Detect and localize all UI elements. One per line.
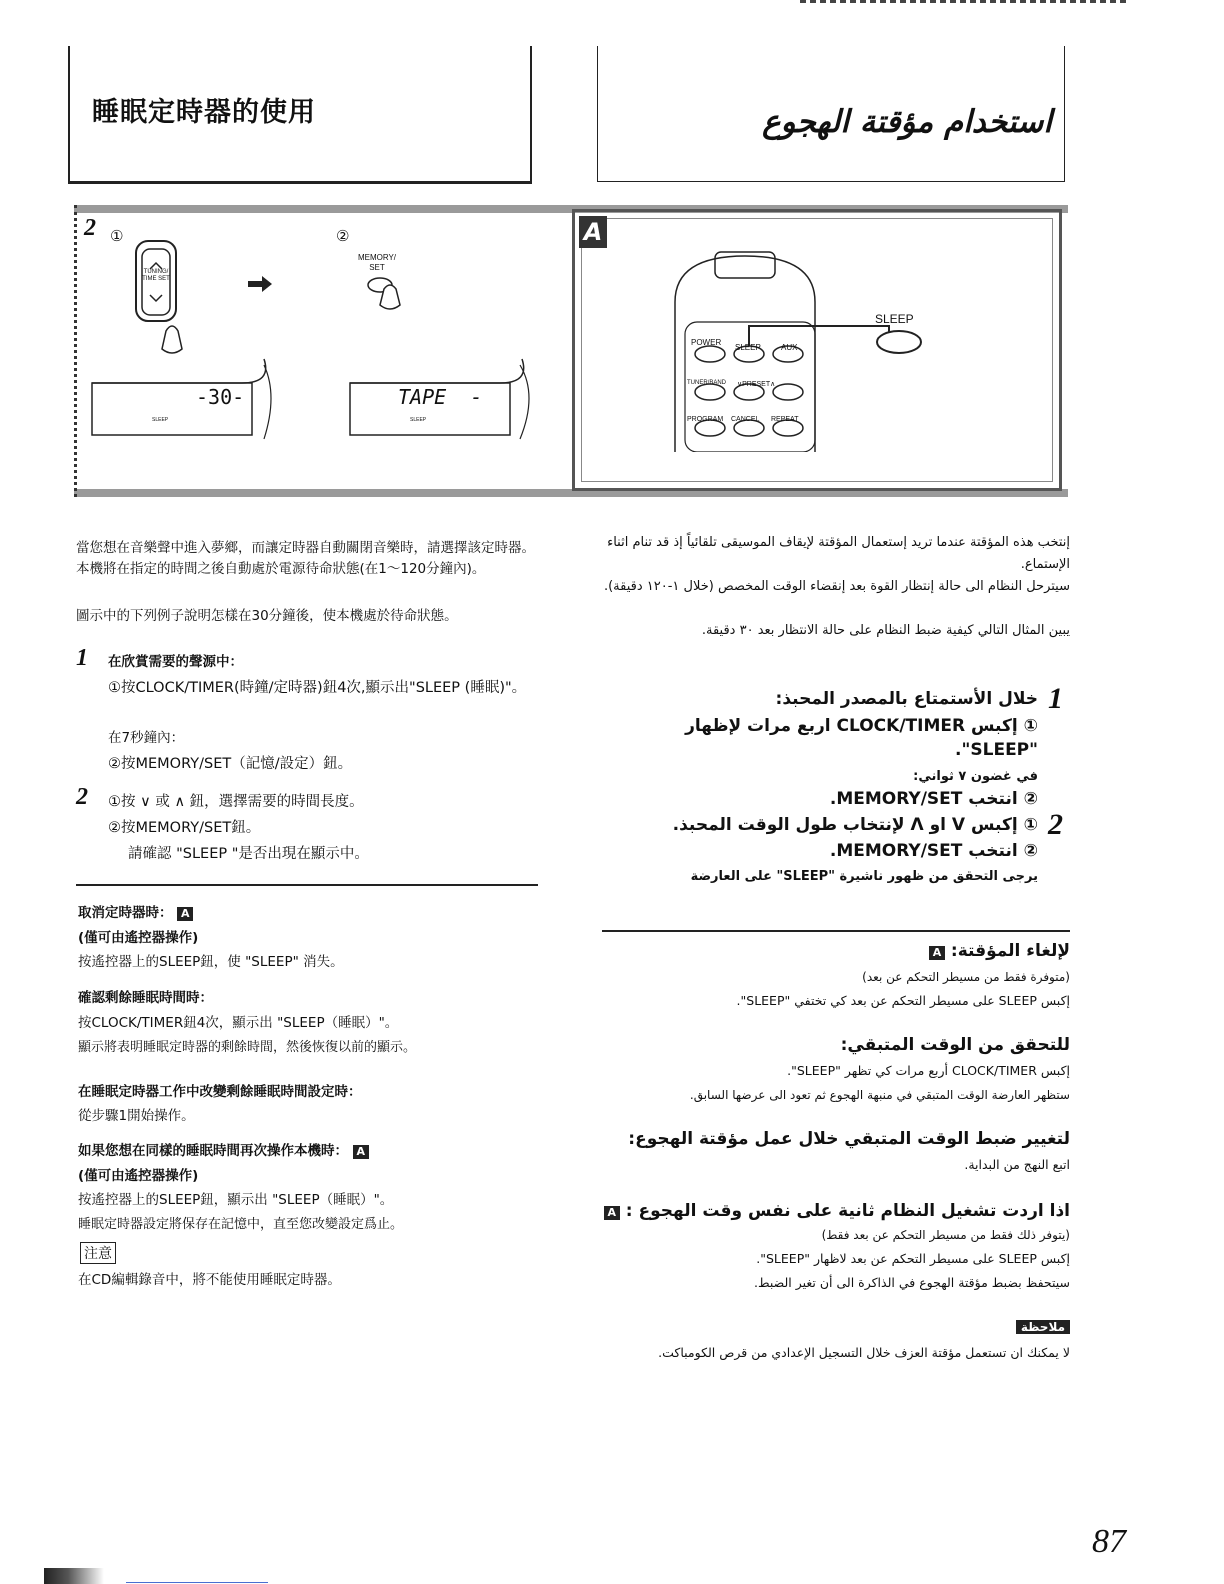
footer-line bbox=[126, 1582, 268, 1583]
ar-divider bbox=[602, 930, 1070, 932]
zh-repeat-heading bbox=[78, 1141, 538, 1162]
display2-sleep-indicator: SLEEP bbox=[410, 417, 427, 423]
display-illustrations bbox=[88, 355, 558, 445]
display1-readout: -30- bbox=[196, 385, 245, 409]
page-number: 87 bbox=[1092, 1523, 1126, 1560]
ar-remain-title: للتحقق من الوقت المتبقي: bbox=[840, 1035, 1070, 1055]
ar-note-text: لا يمكنك ان تستعمل مؤقتة العزف خلال التسجيل الإعدادي من قرص الكومباكت. bbox=[658, 1345, 1070, 1360]
ar-cancel-title: لإلغاء المؤقتة: bbox=[950, 941, 1070, 961]
page-title-chinese: 睡眠定時器的使用 bbox=[92, 97, 316, 128]
zh-step-2-a: ①按 ∨ 或 ∧ 鈕，選擇需要的時間長度。 bbox=[108, 794, 364, 810]
ar-step-2-a: ① إكبس V او Λ لإنتخاب طول الوقت المحبذ. bbox=[672, 815, 1038, 835]
remote-btn-sleep: SLEEP bbox=[735, 343, 761, 352]
zh-note-text: 在CD編輯錄音中，將不能使用睡眠定時器。 bbox=[78, 1272, 341, 1288]
title-box-chinese bbox=[68, 46, 532, 184]
page-title-arabic: استخدام مؤقتة الهجوع bbox=[762, 104, 1052, 140]
zh-step-1-a: ①按CLOCK/TIMER(時鐘/定時器)鈕4次,顯示出"SLEEP (睡眠)"。 bbox=[108, 680, 527, 696]
ar-repeat-sub: (يتوفر ذلك فقط من مسيطر التحكم عن بعد فقط) bbox=[821, 1228, 1070, 1242]
ar-intro-2: سيترحل النظام الى حالة إنتظار القوة بعد إنقضاء الوقت المخصص (خلال ١-١٢٠ دقيقة). bbox=[603, 579, 1070, 594]
ar-step-1-b: في غضون ٧ ثواني: bbox=[913, 769, 1038, 784]
zh-repeat-text-1: 按遙控器上的SLEEP鈕，顯示出 "SLEEP（睡眠）"。 bbox=[78, 1192, 394, 1208]
zh-repeat-a-icon: A bbox=[353, 1145, 369, 1159]
zh-repeat-sub: (僅可由遙控器操作) bbox=[78, 1168, 199, 1184]
remote-btn-power: POWER bbox=[691, 338, 722, 347]
zh-cancel-title: 取消定時器時： bbox=[78, 905, 173, 921]
ar-step-1-c: ② انتخب MEMORY/SET. bbox=[829, 789, 1038, 809]
figure-circled-1: ① bbox=[110, 227, 124, 245]
zh-intro-1: 當您想在音樂聲中進入夢鄉，而讓定時器自動關閉音樂時，請選擇該定時器。本機將在指定的時間之後自動處於電源待命狀態(在1～120分鐘內)。 bbox=[76, 540, 535, 577]
remote-btn-program: PROGRAM bbox=[687, 416, 724, 423]
tuning-button-label: TUNING/ TIME SET bbox=[142, 269, 170, 282]
ar-remain-text-2: ستظهر العارضة الوقت المتبقي في منبهة الهجوع ثم تعود الى عرضها السابق. bbox=[689, 1088, 1070, 1102]
memory-set-label: MEMORY/ SET bbox=[357, 253, 397, 272]
ar-step-1-a: ① إكبس CLOCK/TIMER اربع مرات لإظهار "SLEEP". bbox=[685, 716, 1038, 760]
title-box-arabic bbox=[597, 46, 1065, 182]
zh-remain-text-2: 顯示將表明睡眠定時器的剩餘時間，然後恢復以前的顯示。 bbox=[78, 1040, 417, 1055]
remote-btn-preset: ∨PRESET∧ bbox=[737, 381, 776, 388]
zh-step-2-b: ②按MEMORY/SET鈕。 bbox=[108, 820, 261, 836]
ar-step-2-c: يرجى التحقق من ظهور ناشيرة "SLEEP" على العارضة bbox=[690, 869, 1038, 884]
ar-repeat-a-icon: A bbox=[604, 1206, 620, 1220]
memory-set-button-illustration bbox=[362, 275, 422, 315]
ar-repeat-heading bbox=[600, 1200, 1070, 1222]
panel-a-label: A bbox=[579, 216, 607, 248]
zh-step-1-c: ②按MEMORY/SET（記憶/設定）鈕。 bbox=[108, 756, 353, 772]
ar-repeat-text-1: إكبس SLEEP على مسيطر التحكم عن بعد لاظهار "SLEEP". bbox=[756, 1251, 1070, 1266]
ar-change-text: اتبع النهج من البداية. bbox=[964, 1157, 1070, 1172]
ar-cancel-sub: (متوفرة فقط من مسيطر التحكم عن بعد) bbox=[862, 970, 1070, 984]
remote-btn-repeat: REPEAT bbox=[771, 416, 799, 423]
zh-step-1-b: 在7秒鐘內： bbox=[108, 730, 185, 746]
zh-cancel-heading bbox=[78, 903, 538, 924]
display1-sleep-indicator: SLEEP bbox=[152, 417, 169, 423]
remote-btn-aux: AUX bbox=[781, 343, 798, 352]
zh-note-label: 注意 bbox=[80, 1242, 116, 1264]
display2-readout: TAPE - bbox=[398, 385, 483, 409]
ar-intro-3: يبين المثال التالي كيفية ضبط النظام على حالة الانتظار بعد ٣٠ دقيقة. bbox=[701, 623, 1070, 638]
ar-repeat-text-2: سيتحفظ بضبط مؤقتة الهجوع في الذاكرة الى أن تغير الضبط. bbox=[754, 1275, 1070, 1290]
ar-cancel-text: إكبس SLEEP على مسيطر التحكم عن بعد كي تختفي "SLEEP". bbox=[736, 993, 1070, 1008]
zh-step-1-title: 在欣賞需要的聲源中： bbox=[108, 654, 243, 670]
remote-btn-tuner-band: TUNER/BAND bbox=[687, 380, 727, 386]
ar-intro-1: إنتخب هذه المؤقتة عندما تريد إستعمال المؤقتة لإيقاف الموسيقى تلقائياً إذ قد تنام اثناء الإستماع. bbox=[607, 535, 1070, 572]
ar-step-2-number: 2 bbox=[1048, 808, 1063, 841]
zh-step-1-number: 1 bbox=[76, 645, 88, 671]
zh-remain-text-1: 按CLOCK/TIMER鈕4次，顯示出 "SLEEP（睡眠）"。 bbox=[78, 1015, 399, 1031]
zh-step-2-number: 2 bbox=[76, 784, 88, 810]
illustration-panel bbox=[74, 205, 1068, 497]
zh-change-title: 在睡眠定時器工作中改變剩餘睡眠時間設定時： bbox=[78, 1084, 362, 1100]
zh-remain-title: 確認剩餘睡眠時間時： bbox=[78, 990, 213, 1006]
ar-change-title: لتغيير ضبط الوقت المتبقي خلال عمل مؤقتة الهجوع: bbox=[628, 1129, 1070, 1149]
top-dashed-line bbox=[800, 0, 1130, 3]
ar-step-1-number: 1 bbox=[1048, 682, 1063, 715]
zh-change-text: 從步驟1開始操作。 bbox=[78, 1108, 195, 1124]
corner-scan-mark bbox=[44, 1568, 104, 1584]
remote-btn-cancel: CANCEL bbox=[731, 416, 760, 423]
sleep-callout-label: SLEEP bbox=[875, 312, 914, 326]
ar-cancel-a-icon: A bbox=[929, 946, 945, 960]
zh-note-label-box bbox=[80, 1242, 116, 1264]
zh-cancel-text: 按遙控器上的SLEEP鈕，使 "SLEEP" 消失。 bbox=[78, 954, 344, 970]
ar-remain-text-1: إكبس CLOCK/TIMER أربع مرات كي تظهر "SLEEP". bbox=[787, 1063, 1070, 1078]
zh-cancel-sub: (僅可由遙控器操作) bbox=[78, 930, 199, 946]
tuning-button-illustration bbox=[130, 235, 330, 365]
ar-step-2-b: ② انتخب MEMORY/SET. bbox=[829, 841, 1038, 861]
ar-cancel-heading bbox=[600, 940, 1070, 962]
zh-divider bbox=[76, 884, 538, 886]
figure-circled-2: ② bbox=[336, 227, 350, 245]
zh-repeat-title: 如果您想在同樣的睡眠時間再次操作本機時： bbox=[78, 1143, 348, 1159]
zh-cancel-a-icon: A bbox=[177, 907, 193, 921]
zh-step-2-c: 請確認 "SLEEP "是否出現在顯示中。 bbox=[128, 846, 369, 862]
ar-note-label: ملاحظة bbox=[1016, 1320, 1070, 1334]
figure-step-number: 2 bbox=[84, 215, 96, 241]
ar-step-1-title: خلال الأستمتاع بالمصدر المحبذ: bbox=[775, 689, 1038, 709]
zh-intro-2: 圖示中的下列例子說明怎樣在30分鐘後，使本機處於待命狀態。 bbox=[76, 608, 458, 624]
ar-note-label-box bbox=[980, 1316, 1070, 1335]
panel-a bbox=[572, 209, 1062, 491]
figure-left-border bbox=[74, 205, 77, 497]
ar-repeat-title: اذا اردت تشغيل النظام ثانية على نفس وقت الهجوع : bbox=[625, 1201, 1070, 1221]
zh-repeat-text-2: 睡眠定時器設定將保存在記憶中，直至您改變設定爲止。 bbox=[78, 1217, 404, 1232]
